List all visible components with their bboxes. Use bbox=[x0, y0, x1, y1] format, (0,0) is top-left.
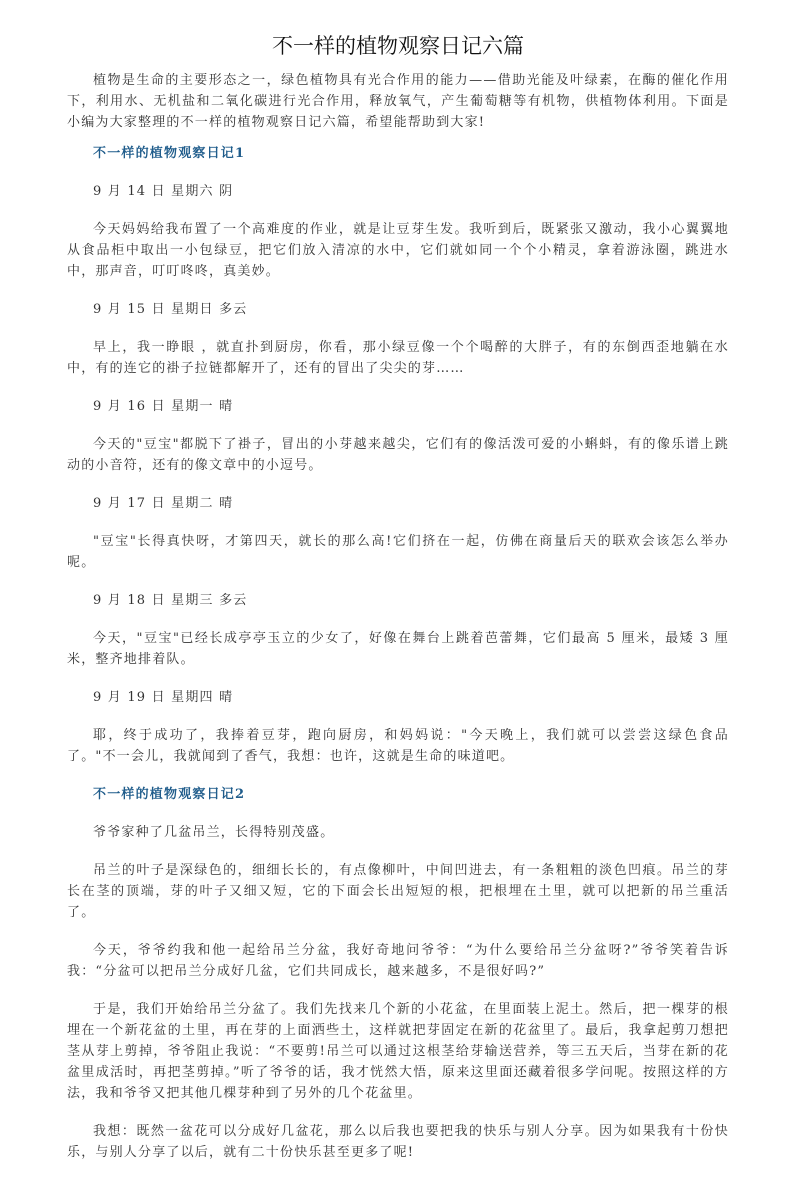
paragraph: 吊兰的叶子是深绿色的，细细长长的，有点像柳叶，中间凹进去，有一条粗粗的淡色凹痕。吊兰的芽长在茎的顶端，芽的叶子又细又短，它的下面会长出短短的根，把根埋在土里，就可以把新的吊兰重活了。 bbox=[67, 863, 729, 920]
entry-date: 9 月 16 日 星期一 晴 bbox=[93, 399, 234, 414]
section-heading-diary-2: 不一样的植物观察日记2 bbox=[93, 787, 246, 802]
paragraph: 我想：既然一盆花可以分成好几盆花，那么以后我也要把我的快乐与别人分享。因为如果我有十份快乐，与别人分享了以后，就有二十份快乐甚至更多了呢! bbox=[67, 1124, 729, 1160]
entry-text: 早上，我一睁眼 ，就直扑到厨房，你看，那小绿豆像一个个喝醉的大胖子，有的东倒西歪地躺在水中，有的连它的褂子拉链都解开了，还有的冒出了尖尖的芽…… bbox=[67, 340, 729, 376]
paragraph: 今天，爷爷约我和他一起给吊兰分盆，我好奇地问爷爷：“为什么要给吊兰分盆呀?”爷爷笑着告诉我：“分盆可以把吊兰分成好几盆，它们共同成长，越来越多，不是很好吗?” bbox=[67, 943, 729, 979]
intro-paragraph: 植物是生命的主要形态之一，绿色植物具有光合作用的能力——借助光能及叶绿素，在酶的催化作用下，利用水、无机盐和二氧化碳进行光合作用，释放氧气，产生葡萄糖等有机物，供植物体利用。下面是小编为大家整理的不一样的植物观察日记六篇，希望能帮助到大家! bbox=[67, 73, 729, 130]
entry-date: 9 月 18 日 星期三 多云 bbox=[93, 593, 248, 608]
paragraph: 于是，我们开始给吊兰分盆了。我们先找来几个新的小花盆，在里面装上泥土。然后，把一棵芽的根埋在一个新花盆的土里，再在芽的上面洒些土，这样就把芽固定在新的花盆里了。最后，我拿起剪刀想把茎从芽上剪掉，爷爷阻止我说：“不要剪!吊兰可以通过这根茎给芽输送营养，等三五天后，当芽在新的花盆里成活时，再把茎剪掉。”听了爷爷的话，我才恍然大悟，原来这里面还藏着很多学问呢。按照这样的方法，我和爷爷又把其他几棵芽种到了另外的几个花盆里。 bbox=[67, 1002, 729, 1101]
document-title: 不一样的植物观察日记六篇 bbox=[272, 34, 524, 58]
entry-text: 今天，"豆宝"已经长成亭亭玉立的少女了，好像在舞台上跳着芭蕾舞，它们最高 5 厘米，最矮 3 厘米，整齐地排着队。 bbox=[67, 631, 729, 667]
entry-text: "豆宝"长得真快呀，才第四天，就长的那么高!它们挤在一起，仿佛在商量后天的联欢会该怎么举办呢。 bbox=[67, 534, 729, 570]
entry-date: 9 月 14 日 星期六 阴 bbox=[93, 184, 234, 199]
entry-text: 今天的"豆宝"都脱下了褂子，冒出的小芽越来越尖，它们有的像活泼可爱的小蝌蚪，有的像乐谱上跳动的小音符，还有的像文章中的小逗号。 bbox=[67, 437, 729, 473]
entry-text: 耶，终于成功了，我捧着豆芽，跑向厨房，和妈妈说："今天晚上，我们就可以尝尝这绿色食品了。"不一会儿，我就闻到了香气，我想：也许，这就是生命的味道吧。 bbox=[67, 728, 729, 764]
entry-date: 9 月 17 日 星期二 晴 bbox=[93, 496, 234, 511]
paragraph: 爷爷家种了几盆吊兰，长得特别茂盛。 bbox=[93, 825, 335, 840]
entry-date: 9 月 15 日 星期日 多云 bbox=[93, 302, 248, 317]
document-page bbox=[67, 30, 729, 1180]
entry-date: 9 月 19 日 星期四 晴 bbox=[93, 690, 234, 705]
section-heading-diary-1: 不一样的植物观察日记1 bbox=[93, 146, 246, 161]
entry-text: 今天妈妈给我布置了一个高难度的作业，就是让豆芽生发。我听到后，既紧张又激动，我小心翼翼地从食品柜中取出一小包绿豆，把它们放入清凉的水中，它们就如同一个个小精灵，拿着游泳圈，跳进水中，那声音，叮叮咚咚，真美妙。 bbox=[67, 222, 729, 279]
